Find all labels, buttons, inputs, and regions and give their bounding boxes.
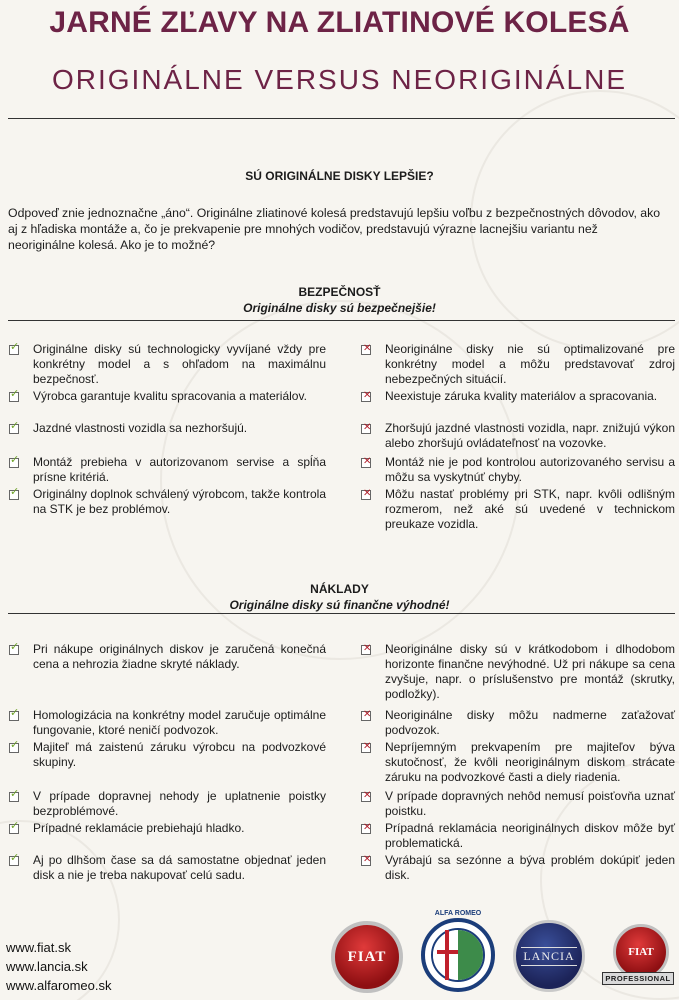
- costs-title: NÁKLADY: [310, 582, 369, 596]
- list-item: ✕ Môžu nastať problémy pri STK, napr. kvôli odlišným rozmerom, než aké sú uvedené v technickom preukaze vozidla.: [363, 487, 675, 531]
- cross-box-icon: ✕: [363, 709, 372, 720]
- list-item: ✓ Výrobca garantuje kvalitu spracovania a materiálov.: [10, 388, 307, 403]
- safety-title: BEZPEČNOSŤ: [298, 285, 381, 299]
- page-subtitle: ORIGINÁLNE VERSUS NEORIGINÁLNE: [51, 64, 627, 95]
- list-item: ✕ Vyrábajú sa sezónne a býva problém dokúpiť jeden disk.: [363, 853, 675, 882]
- checkbox-icon: ✓: [10, 420, 20, 432]
- lancia-logo: LANCIA: [513, 920, 585, 992]
- list-item: ✓ Majiteľ má zaistenú záruku výrobcu na podvozkové skupiny.: [10, 739, 326, 769]
- list-item: ✕ Neexistuje záruka kvality materiálov a spracovania.: [363, 389, 658, 403]
- cross-box-icon: ✕: [363, 741, 372, 752]
- list-item: ✕ Prípadná reklamácia neoriginálnych diskov môže byť problematická.: [363, 821, 675, 850]
- safety-subtitle: Originálne disky sú bezpečnejšie!: [243, 301, 436, 315]
- checkbox-icon: ✓: [10, 454, 20, 466]
- list-item: ✓ Montáž prebieha v autorizovanom servise a spĺňa prísne kritériá.: [10, 454, 326, 484]
- intro-text: Odpoveď znie jednoznačne „áno“. Originálne zliatinové kolesá predstavujú lepšiu voľbu z bezpečnostných dôvodov, ako aj z hľadiska montáže a, čo je prekvapenie pre mnohých vodičov, predstavujú výrazne lacnejšiu variantu než neoriginálne kolesá. Ako je to možné?: [8, 206, 661, 252]
- intro-question: SÚ ORIGINÁLNE DISKY LEPŠIE?: [245, 169, 434, 183]
- list-item: ✕ Neoriginálne disky sú v krátkodobom i dlhodobom horizonte finančne nevýhodné. Už pri nákupe sa cena zvyšuje, napr. o príslušenstvo pre montáž (skrutky, podložky).: [363, 642, 675, 701]
- cross-box-icon: ✕: [363, 343, 372, 354]
- cross-box-icon: ✕: [363, 790, 372, 801]
- checkbox-icon: ✓: [10, 486, 20, 498]
- checkbox-icon: ✓: [10, 641, 20, 653]
- list-item: ✓ Jazdné vlastnosti vozidla sa nezhoršujú.: [10, 420, 248, 435]
- cross-box-icon: ✕: [363, 488, 372, 499]
- list-item: ✕ Nepríjemným prekvapením pre majiteľov býva skutočnosť, že kvôli neoriginálnym diskom strácate záruku na podvozkové časti a diely riadenia.: [363, 740, 675, 784]
- cross-box-icon: ✕: [363, 643, 372, 654]
- list-item: ✓ Originálne disky sú technologicky vyvíjané vždy pre konkrétny model a s ohľadom na maximálnu bezpečnosť.: [10, 341, 326, 386]
- list-item: ✕ Neoriginálne disky nie sú optimalizované pre konkrétny model a môžu predstavovať zdroj nebezpečných situácií.: [363, 342, 675, 386]
- cross-box-icon: ✕: [363, 390, 372, 401]
- cross-box-icon: ✕: [363, 854, 372, 865]
- checkbox-icon: ✓: [10, 739, 20, 751]
- costs-subtitle: Originálne disky sú finančne výhodné!: [229, 598, 450, 612]
- fiat-logo: FIAT: [331, 921, 403, 993]
- divider: [8, 613, 675, 614]
- list-item: ✓ Originálny doplnok schválený výrobcom, takže kontrola na STK je bez problémov.: [10, 486, 326, 516]
- list-item: ✕ Neoriginálne disky môžu nadmerne zaťažovať podvozok.: [363, 708, 675, 737]
- list-item: ✓ Homologizácia na konkrétny model zaručuje optimálne fungovanie, ktoré neničí podvozok.: [10, 707, 326, 737]
- list-item: ✓ Aj po dlhšom čase sa dá samostatne objednať jeden disk a nie je treba nakupovať celú sadu.: [10, 852, 326, 882]
- checkbox-icon: ✓: [10, 820, 20, 832]
- checkbox-icon: ✓: [10, 388, 20, 400]
- divider: [8, 118, 675, 119]
- checkbox-icon: ✓: [10, 788, 20, 800]
- checkbox-icon: ✓: [10, 852, 20, 864]
- cross-box-icon: ✕: [363, 456, 372, 467]
- fiat-professional-logo: FIAT: [613, 924, 669, 980]
- professional-label: PROFESSIONAL: [602, 972, 674, 985]
- cross-box-icon: ✕: [363, 822, 372, 833]
- list-item: ✕ Zhoršujú jazdné vlastnosti vozidla, napr. znižujú výkon alebo zhoršujú ovládateľnosť na vozovke.: [363, 421, 675, 450]
- page-title: JARNÉ ZĽAVY NA ZLIATINOVÉ KOLESÁ: [49, 6, 630, 39]
- cross-box-icon: ✕: [363, 422, 372, 433]
- list-item: ✓ Pri nákupe originálnych diskov je zaručená konečná cena a nehrozia žiadne skryté náklady.: [10, 641, 326, 671]
- divider: [8, 320, 675, 321]
- checkbox-icon: ✓: [10, 707, 20, 719]
- list-item: ✓ Prípadné reklamácie prebiehajú hladko.: [10, 820, 245, 835]
- link-fiat[interactable]: www.fiat.sk: [6, 940, 72, 955]
- footer-links: [6, 938, 111, 995]
- link-lancia[interactable]: www.lancia.sk: [6, 959, 88, 974]
- list-item: ✓ V prípade dopravnej nehody je uplatnenie poistky bezproblémové.: [10, 788, 326, 818]
- checkbox-icon: ✓: [10, 341, 20, 353]
- link-alfaromeo[interactable]: www.alfaromeo.sk: [6, 978, 112, 993]
- list-item: ✕ Montáž nie je pod kontrolou autorizovaného servisu a môžu sa vyskytnúť chyby.: [363, 455, 675, 484]
- alfa-romeo-logo: ALFA ROMEO: [421, 918, 495, 992]
- list-item: ✕ V prípade dopravných nehôd nemusí poisťovňa uznať poistku.: [363, 789, 675, 818]
